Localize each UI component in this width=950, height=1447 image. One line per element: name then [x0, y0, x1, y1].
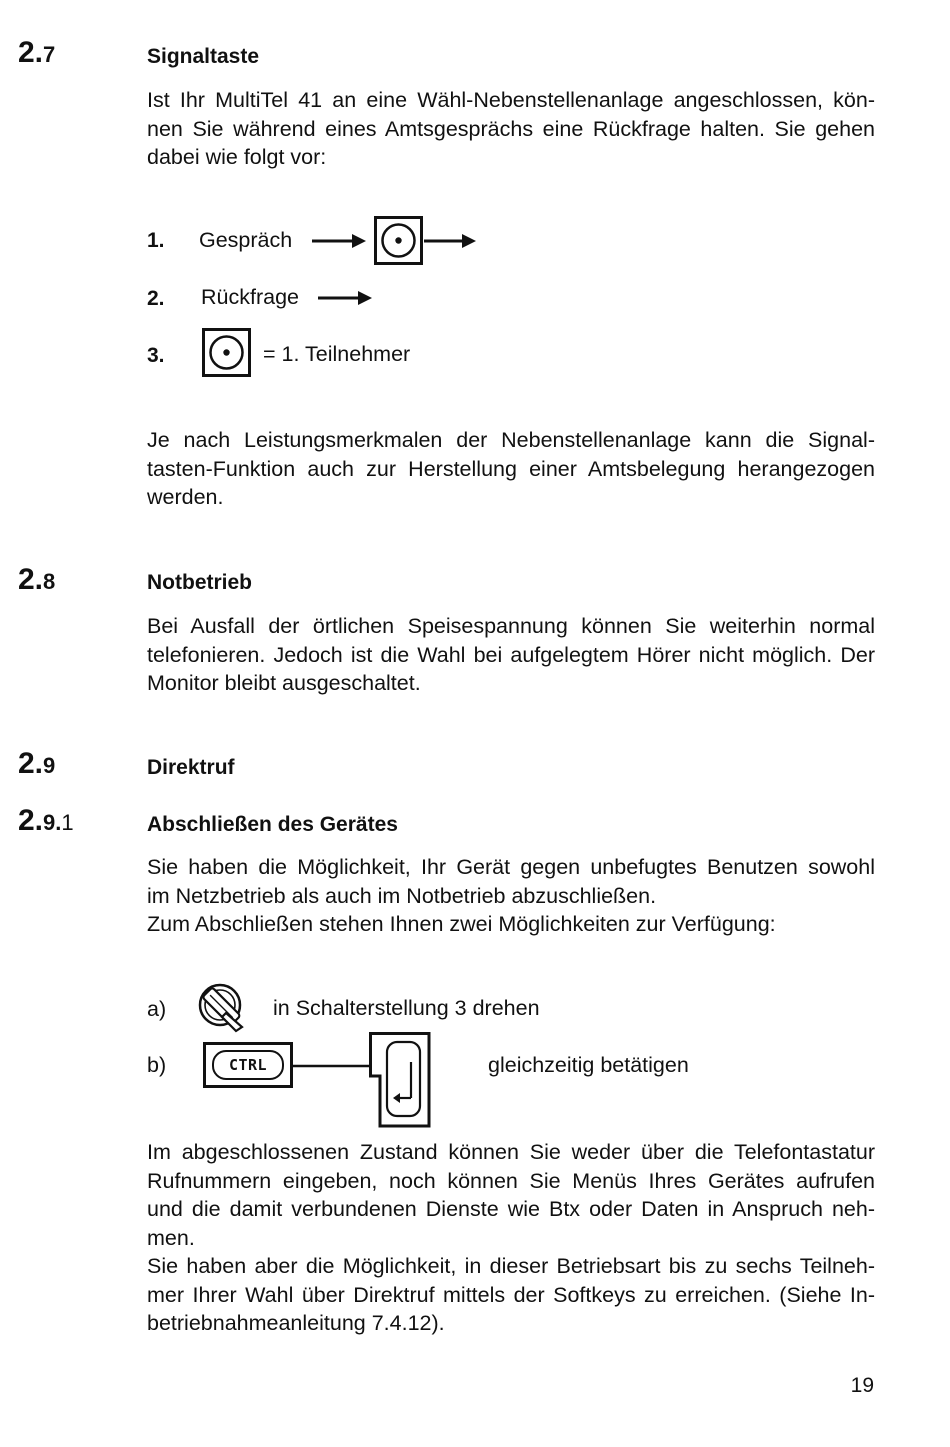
- arrow-right-icon: [424, 232, 480, 250]
- option-label-a: a): [147, 997, 167, 1021]
- section-number-2-9-1: 2.9.1: [18, 804, 74, 837]
- signal-key-icon: [202, 328, 252, 378]
- key-switch-icon: [198, 983, 250, 1033]
- ctrl-key-label: CTRL: [228, 1056, 268, 1074]
- option-text-b: gleichzeitig betätigen: [488, 1053, 689, 1077]
- section-title-abschliessen: Abschließen des Gerätes: [147, 813, 398, 836]
- section-number-2-8: 2.8: [18, 563, 56, 596]
- section-number-2-7: 2.7: [18, 36, 56, 69]
- arrow-right-icon: [318, 289, 376, 307]
- page-number: 19: [850, 1374, 874, 1397]
- option-text-a: in Schalterstellung 3 drehen: [273, 996, 540, 1020]
- step-number-3: 3.: [147, 344, 165, 367]
- enter-key-icon: [369, 1032, 431, 1128]
- signaltaste-note: Je nach Leistungsmerkmalen der Nebenstellenanlage kann die Signal- tasten-Funktion auch zur Herstellung einer Amtsbelegung herangezogen werden.: [147, 428, 875, 509]
- abschliessen-body: Im abgeschlossenen Zustand können Sie weder über die Telefontastatur Rufnummern eingeben, noch können Sie Menüs Ihres Gerätes aufrufen und die damit verbundenen Dienste wie Btx oder Daten in Anspruch neh- men. Sie haben aber die Möglichkeit, in dieser Betriebsart bis zu sechs Teilneh- mer Ihrer Wahl über Direktruf mittels der Softkeys zu erreichen. (Siehe In- betriebnahmeanleitung 7.4.12).: [147, 1140, 875, 1335]
- arrow-right-icon: [312, 232, 368, 250]
- step-text-3: = 1. Teilnehmer: [263, 342, 411, 366]
- section-title-direktruf: Direktruf: [147, 756, 235, 779]
- section-number-2-9: 2.9: [18, 747, 56, 780]
- signaltaste-intro: Ist Ihr MultiTel 41 an eine Wähl-Nebenstellenanlage angeschlossen, kön- nen Sie während eines Amtsgesprächs eine Rückfrage halten. Sie gehen dabei wie folgt vor:: [147, 88, 875, 169]
- ctrl-key-icon: [203, 1042, 293, 1088]
- notbetrieb-body: Bei Ausfall der örtlichen Speisespannung können Sie weiterhin normal telefonieren. Jedoch ist die Wahl bei aufgelegtem Hörer nicht möglich. Der Monitor bleibt ausgeschaltet.: [147, 614, 875, 695]
- step-text-1: Gespräch: [199, 228, 293, 252]
- signal-key-icon: [374, 216, 424, 266]
- option-label-b: b): [147, 1053, 167, 1077]
- step-number-1: 1.: [147, 229, 165, 252]
- section-title-notbetrieb: Notbetrieb: [147, 571, 252, 594]
- abschliessen-intro: Sie haben die Möglichkeit, Ihr Gerät gegen unbefugtes Benutzen sowohl im Netzbetrieb als auch im Notbetrieb abzuschließen. Zum Abschließen stehen Ihnen zwei Möglichkeiten zur Verfügung:: [147, 855, 875, 936]
- step-text-2: Rückfrage: [201, 285, 299, 309]
- connector-line: [293, 1064, 371, 1068]
- section-title-signaltaste: Signaltaste: [147, 45, 260, 68]
- step-number-2: 2.: [147, 287, 165, 310]
